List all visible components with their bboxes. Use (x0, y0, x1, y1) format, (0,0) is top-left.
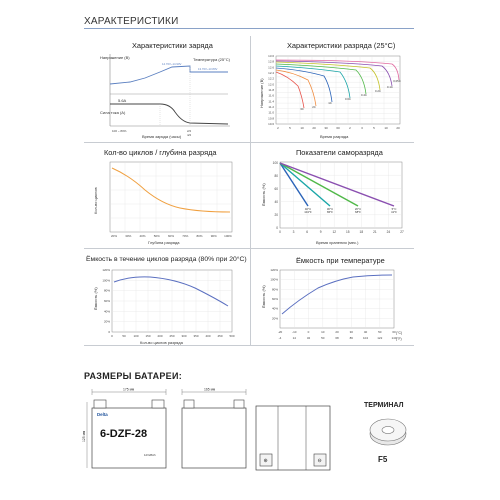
page-title: ХАРАКТЕРИСТИКИ (84, 16, 179, 27)
x-tick-label: 100% (224, 234, 232, 238)
y-tick-label: 12.2 (268, 76, 274, 81)
capacity-temp-unit-f: (°F) (396, 337, 402, 341)
x-tick-label: 40% (139, 234, 146, 238)
y-tick-label: 11.4 (268, 99, 274, 104)
selfdischarge-temp-label: 30°C 86°F (326, 207, 334, 215)
y-tick-label: 120% (102, 268, 110, 272)
x-tick-label: 50% (153, 234, 160, 238)
charge-x-tick: 100 ~ 80% (112, 129, 127, 133)
y-tick-label: 80 (274, 174, 278, 178)
y-tick-label: 11.0 (268, 110, 274, 115)
x-tick-label: 15 (346, 230, 350, 234)
x-tick-label: 12 (332, 230, 336, 234)
y-tick-label: 20% (103, 319, 110, 324)
terminal-plus-icon: ⊕ (263, 458, 268, 464)
y-tick-label: 0 (108, 330, 110, 334)
battery-brand-logo: Delta (97, 412, 108, 417)
battery-top-view (254, 402, 334, 474)
capacity-cycles-chart-title: Ёмкость в течение циклов разряда (80% при 20°C) (86, 256, 247, 263)
terminal-minus-icon: ⊖ (317, 458, 322, 464)
cycles-chart (90, 158, 240, 246)
x-tick-label: 500 (229, 334, 235, 338)
x-tick-label: 0 (111, 334, 113, 338)
x-tick-label: 70% (182, 234, 189, 238)
x-tick-label: 250 (169, 334, 175, 338)
x-tick-label: 18 (359, 230, 364, 234)
x-tick-label: 30 (349, 330, 353, 334)
x-tick-label: 2 (349, 126, 351, 130)
selfdischarge-chart-title: Показатели саморазряда (296, 148, 383, 157)
x-tick-label: 10 (321, 330, 325, 334)
x-tick-label: 5 (289, 126, 291, 130)
y-tick-label: 11.6 (268, 93, 274, 98)
discharge-rate-label: 0.2C (375, 89, 381, 93)
y-tick-label: 100% (102, 278, 110, 283)
x-tick-label: 30 (324, 126, 328, 130)
discharge-x-label: Время разряда (320, 134, 349, 139)
y-tick-label: 60% (103, 299, 110, 303)
charge-label-current: Сила тока (А) (100, 110, 126, 115)
charge-x-tick: 2/2 (187, 129, 192, 133)
x-tick-label: 27 (400, 230, 404, 234)
x-tick-label: -10 (292, 330, 297, 334)
y-tick-label: 60 (274, 187, 278, 191)
y-tick-label: 120% (270, 268, 278, 272)
selfdischarge-temp-label: 40°C 104°F (304, 207, 312, 215)
capacity-temp-chart (258, 266, 410, 346)
charge-chart (90, 50, 240, 140)
terminal-icon (364, 416, 412, 448)
x-tick-label: 0 (307, 330, 310, 334)
discharge-y-label: Напряжение (В) (259, 78, 264, 108)
y-tick-label: 10.8 (268, 116, 274, 121)
y-tick-label: 40% (271, 306, 278, 311)
discharge-curve-1c (276, 68, 332, 102)
y-tick-label: 40 (274, 200, 278, 204)
selfdischarge-temp-label: 20°C 68°F (354, 207, 362, 215)
terminal-type: F5 (378, 455, 388, 464)
capacity-cycles-y-label: Ёмкость (%) (93, 287, 98, 310)
selfdischarge-line-40c (280, 163, 308, 206)
discharge-chart (258, 50, 410, 142)
terminal-title: ТЕРМИНАЛ (364, 402, 404, 409)
x-tick-label: 24 (386, 230, 391, 234)
charge-x-label: Время заряда (часы) (142, 134, 182, 139)
x-tick-label: 10 (300, 126, 304, 130)
y-tick-label: 80% (103, 288, 110, 293)
x-tick-label: 350 (193, 334, 199, 338)
y-tick-label: 20% (271, 316, 278, 321)
x-tick-label: 50 (321, 336, 325, 340)
x-tick-label: 140 (391, 336, 397, 340)
selfdischarge-line-5c (280, 163, 394, 206)
y-tick-label: 0 (276, 226, 278, 230)
x-tick-label: 14 (292, 336, 296, 340)
x-tick-label: 32 (306, 336, 311, 340)
discharge-rate-label: 0.1C (387, 85, 393, 89)
x-tick-label: 20% (110, 234, 118, 238)
charge-label-temp: Температура (25°C) (193, 57, 230, 62)
selfdischarge-chart (258, 158, 410, 248)
cycles-chart-title: Кол-во циклов / глубина разряда (104, 148, 217, 157)
x-tick-label: 100 (133, 334, 139, 338)
y-tick-label: 60% (271, 296, 278, 301)
x-tick-label: 20 (312, 126, 316, 130)
selfdischarge-y-label: Ёмкость (%) (261, 183, 266, 206)
dimension-length: 175 мм (123, 387, 135, 392)
dimensions-title: РАЗМЕРЫ БАТАРЕИ: (84, 371, 183, 381)
x-tick-label: 86 (349, 336, 353, 340)
discharge-rate-label: 3C (300, 107, 304, 111)
discharge-curve-3c (276, 72, 304, 108)
selfdischarge-line-30c (280, 163, 330, 206)
y-tick-label: 13.0 (268, 54, 274, 58)
y-tick-label: 11.2 (268, 105, 274, 109)
discharge-rate-label: 1C (328, 101, 332, 105)
battery-model: 6-DZF-28 (100, 428, 148, 440)
battery-side-view (178, 386, 250, 472)
y-tick-label: 10.6 (268, 122, 274, 126)
battery-front-view (80, 386, 176, 472)
y-tick-label: 40% (103, 309, 110, 314)
x-tick-label: 9 (319, 230, 322, 234)
capacity-temp-chart-title: Ёмкость при температуре (296, 256, 385, 265)
discharge-rate-label: 0.6C (345, 97, 351, 101)
x-tick-label: 5 (373, 126, 375, 130)
y-tick-label: 100% (270, 277, 278, 282)
x-tick-label: 10 (384, 126, 388, 130)
x-tick-label: 150 (145, 334, 151, 338)
capacity-cycles-curve (114, 277, 228, 306)
cycles-y-label: Кол-во циклов (93, 187, 98, 214)
x-tick-label: 30% (125, 234, 132, 238)
discharge-curve-2c (276, 70, 316, 106)
x-tick-label: 80% (196, 234, 203, 238)
x-tick-label: 60% (167, 234, 175, 238)
x-tick-label: 122 (377, 336, 383, 340)
x-tick-label: 3 (361, 126, 363, 130)
discharge-rate-label: 0.4C (361, 93, 367, 97)
charge-current-curve (110, 104, 228, 124)
cycles-x-label: Глубина разряда (148, 240, 180, 245)
y-tick-label: 100 (272, 161, 278, 165)
y-tick-label: 20 (274, 213, 278, 217)
x-tick-label: -20 (277, 330, 283, 334)
y-tick-label: 12.6 (268, 65, 274, 70)
grid-divider-row-2 (84, 248, 414, 249)
x-tick-label: 300 (181, 334, 187, 338)
x-tick-label: 50 (122, 334, 126, 338)
y-tick-label: 11.8 (268, 88, 274, 92)
x-tick-label: 104 (362, 336, 369, 340)
y-tick-label: 80% (271, 287, 278, 292)
selfdischarge-line-20c (280, 163, 358, 206)
x-tick-label: 60 (392, 330, 396, 334)
x-tick-label: 6 (306, 230, 309, 234)
capacity-cycles-chart (90, 266, 240, 346)
header-rule (84, 28, 414, 29)
x-tick-label: 0 (279, 230, 281, 234)
y-tick-label: 12.8 (268, 59, 274, 64)
charge-x-tick: 4/2 (187, 133, 192, 137)
battery-model-sub: 12V28Ah (144, 453, 156, 457)
x-tick-label: 200 (157, 334, 163, 338)
charge-label-v1: 14.70V~14.90V (162, 62, 182, 66)
x-tick-label: 20 (396, 126, 400, 130)
capacity-cycles-x-label: Кол-во циклов разряда (140, 340, 183, 345)
discharge-chart-title: Характеристики разряда (25°C) (287, 41, 396, 50)
grid-divider-row-1 (84, 142, 414, 143)
x-tick-label: 21 (373, 230, 377, 234)
charge-chart-title: Характеристики заряда (132, 41, 213, 50)
selfdischarge-temp-label: 5°C 41°F (391, 207, 397, 215)
capacity-temp-unit-c: (°C) (396, 331, 403, 335)
discharge-rate-label: 2C (312, 105, 316, 109)
x-tick-label: 50 (378, 330, 382, 334)
x-tick-label: 68 (335, 336, 339, 340)
x-tick-label: 40 (363, 330, 368, 334)
dimension-height: 125 мм (82, 430, 86, 442)
x-tick-label: 450 (217, 334, 223, 338)
x-tick-label: 400 (205, 334, 211, 338)
capacity-temp-y-label: Ёмкость (%) (261, 285, 266, 308)
charge-label-v2: 13.70V~13.80V (198, 67, 218, 71)
x-tick-label: 20 (335, 330, 339, 334)
grid-divider-vertical (250, 36, 251, 346)
y-tick-label: 12.0 (268, 82, 274, 87)
discharge-rate-label: 0.05C (393, 79, 401, 83)
x-tick-label: 3 (292, 230, 295, 234)
charge-label-current-value: 5.6A (118, 98, 127, 103)
y-tick-label: 12.4 (268, 71, 274, 75)
x-tick-label: 2 (277, 126, 279, 130)
x-tick-label: -4 (278, 336, 282, 340)
x-tick-label: 90% (210, 234, 217, 238)
dimension-width: 165 мм (204, 387, 216, 392)
x-tick-label: 60 (336, 126, 340, 130)
charge-label-voltage: Напряжение (В) (100, 55, 130, 60)
selfdischarge-x-label: Время хранения (мес.) (316, 240, 359, 245)
